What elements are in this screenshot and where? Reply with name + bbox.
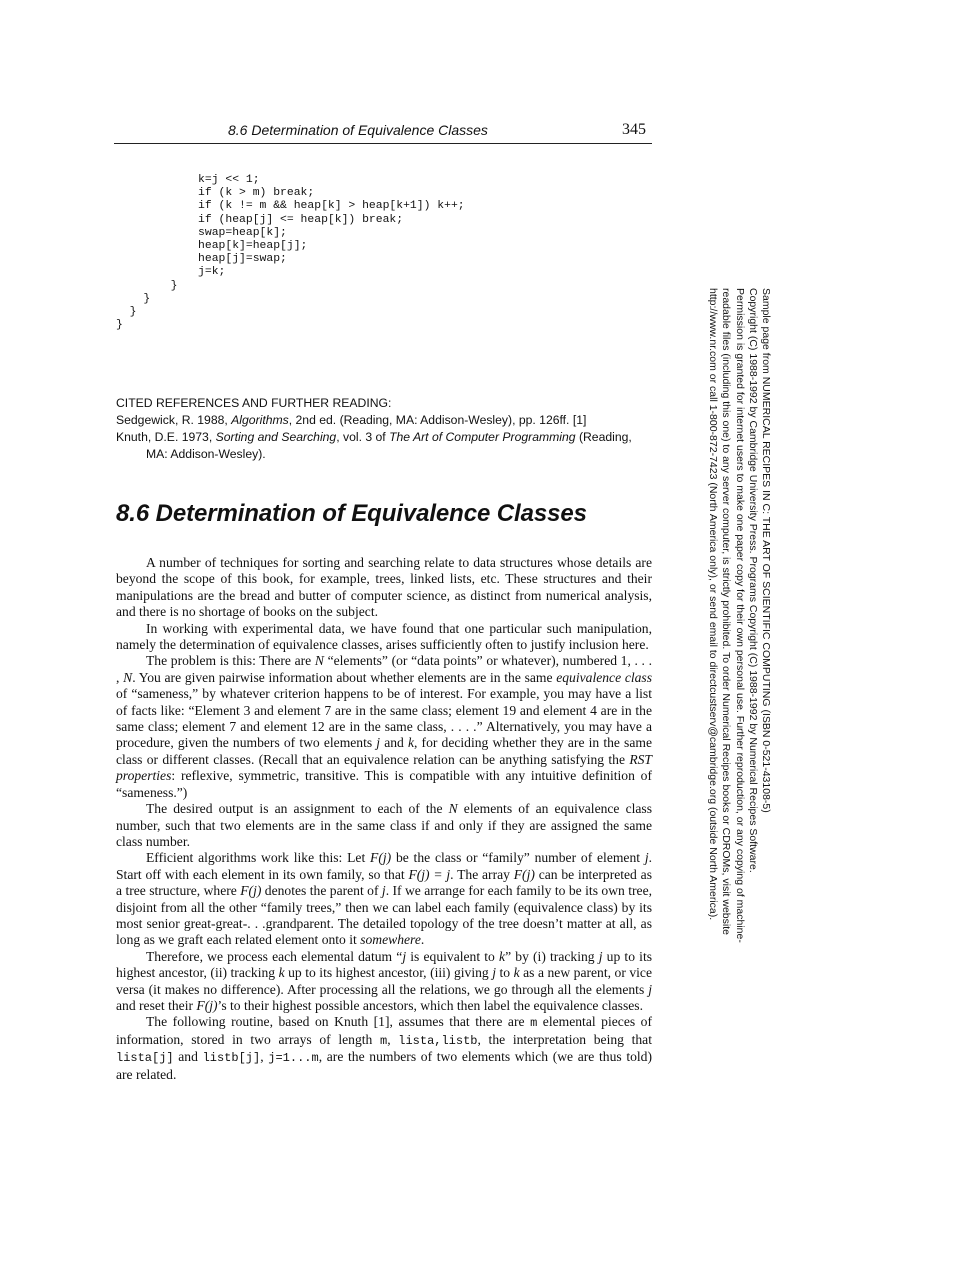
copyright-line: Sample page from NUMERICAL RECIPES IN C: THE ART OF SCIENTIFIC COMPUTING (ISBN 0-521-43108-5) — [760, 288, 772, 813]
copyright-line: Permission is granted for internet users to make one paper copy for their own personal use. Further reproduction, or any copying of machine- — [733, 288, 746, 943]
ref-details: , vol. 3 of — [336, 430, 390, 444]
code-line: } — [116, 319, 123, 332]
code-line: if (k > m) break; — [116, 187, 315, 200]
code-line: if (k != m && heap[k] > heap[k+1]) k++; — [116, 200, 465, 213]
code-line: } — [116, 292, 151, 305]
code-line: if (heap[j] <= heap[k]) break; — [116, 213, 404, 226]
code-line: } — [116, 279, 178, 292]
paragraph: Efficient algorithms work like this: Let F(j) be the class or “family” number of element j. Start off with each element in its own family, so that F(j) = j. The array F(j) can be interpreted as a tree structure, where F(j) denotes the parent of j. If we arrange for each family to be its own tree, disjoint from all the other “family trees,” then we can label each family (equivalence class) by its most senior great-great-. . .grandparent. The detailed topology of the tree doesn’t matter at all, as long as we graft each related element onto it somewhere. — [116, 850, 652, 948]
code-listing — [116, 174, 465, 332]
references — [116, 395, 656, 463]
ref-author: Sedgewick, R. 1988, — [116, 413, 232, 427]
references-heading: CITED REFERENCES AND FURTHER READING: — [116, 396, 392, 410]
code-line: heap[k]=heap[j]; — [116, 240, 308, 253]
ref-title: Algorithms — [231, 413, 289, 427]
code-line: heap[j]=swap; — [116, 253, 287, 266]
reference-knuth — [116, 429, 656, 463]
code-line: } — [116, 306, 137, 319]
paragraph: The problem is this: There are N “elements” (or “data points” or whatever), numbered 1, . . . , N. You are given pairwise information about whether elements are in the same equivalence class of “sameness,” by whatever criterion happens to be of interest. For example, you may have a list of facts like: “Element 3 and element 7 are in the same class; element 19 and element 4 are in the same class; element 7 and element 12 are in the same class, . . . .” Alternatively, you may have a procedure, given the numbers of two elements j and k, for deciding whether they are in the same class or different classes. (Recall that an equivalence relation can be anything satisfying the RST properties: reflexive, symmetric, transitive. This is compatible with any intuitive definition of “sameness.”) — [116, 653, 653, 800]
copyright-line: readable files (including this one) to any server computer, is strictly prohibited. To order Numerical Recipes books or CDROMs, visit website — [720, 288, 733, 935]
paragraph: A number of techniques for sorting and searching relate to data structures whose details are beyond the scope of this book, for example, trees, linked lists, etc. These structures and their manipulations are the bread and butter of computer science, as distinct from numerical analysis, and there is no shortage of books on the subject. — [116, 555, 652, 620]
ref-title: Sorting and Searching — [215, 430, 337, 444]
copyright-line: http://www.nr.com or call 1-800-872-7423 (North America only), or send email to directcustserv@cambridge.org (outside North America). — [707, 288, 720, 921]
paragraph: In working with experimental data, we have found that one particular such manipulation, namely the determination of equivalence classes, arises sufficiently often to justify inclusion here. — [116, 620, 652, 653]
paragraph: The desired output is an assignment to each of the N elements of an equivalence class number, such that two elements are in the same class if and only if they are assigned the same class number. — [116, 801, 652, 849]
ref-author: Knuth, D.E. 1973, — [116, 430, 216, 444]
section-body — [116, 555, 652, 1083]
copyright-line: Copyright (C) 1988-1992 by Cambridge University Press. Programs Copyright (C) 1988-1992 by Numerical Recipes Software. — [746, 288, 759, 873]
section-title: 8.6 Determination of Equivalence Classes — [116, 500, 587, 527]
paragraph: Therefore, we process each elemental datum “j is equivalent to k” by (i) tracking j up to its highest ancestor, (ii) tracking k up to its highest ancestor, (iii) giving j to k as a new parent, or vice versa (it makes no difference). After processing all the relations, we go through all the elements j and reset their F(j)’s to their highest possible ancestors, which then label the equivalence classes. — [116, 948, 653, 1013]
code-line: swap=heap[k]; — [116, 226, 287, 239]
code-line: j=k; — [116, 266, 226, 279]
page-number: 345 — [622, 121, 646, 138]
running-header — [114, 121, 652, 144]
copyright-sidebar — [706, 288, 772, 943]
ref-details: , 2nd ed. (Reading, MA: Addison-Wesley), pp. 126ff. [1] — [288, 413, 587, 427]
ref-series: The Art of Computer Programming — [389, 430, 576, 444]
paragraph: The following routine, based on Knuth [1], assumes that there are m elemental pieces of information, stored in two arrays of length m, lista,listb, the interpretation being that lista[j] and listb[j], j=1...m, are the numbers of two elements which (we are thus told) are related. — [116, 1014, 653, 1082]
reference-sedgewick — [116, 412, 656, 429]
code-line: k=j << 1; — [116, 174, 260, 186]
ref-details: (Reading, MA: Addison-Wesley). — [146, 430, 632, 461]
running-title: 8.6 Determination of Equivalence Classes — [228, 122, 488, 138]
